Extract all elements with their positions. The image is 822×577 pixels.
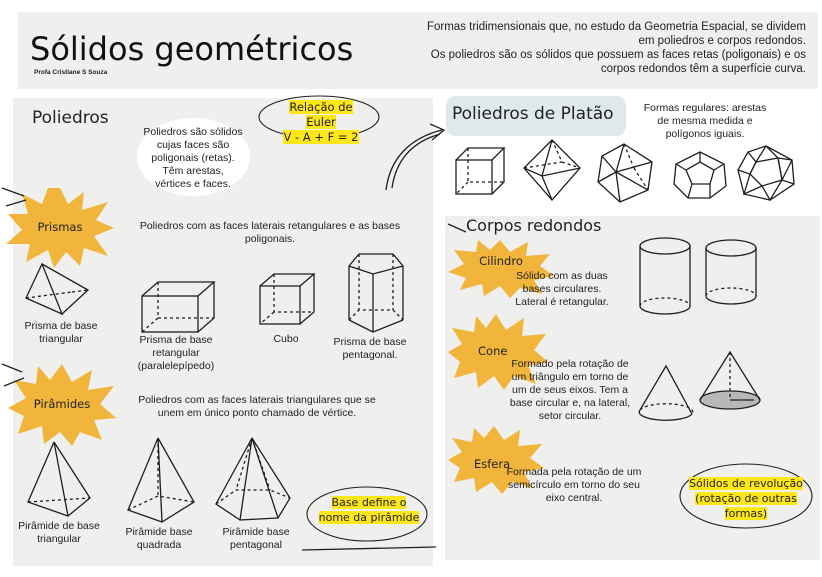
pentagonal-pyramid-figure [212,436,294,526]
prismas-description: Poliedros com as faces laterais retangulares e as bases poligonais. [139,220,401,245]
dodecahedron-figure [670,150,730,200]
poliedros-definition: Poliedros são sólidos cujas faces são poligonais (retas). Têm arestas, vértices e faces. [143,126,243,190]
redondos-heading: Corpos redondos [466,216,602,235]
prismas-label: Prismas [37,220,83,234]
octahedron-figure [520,138,584,202]
esfera-description: Formada pela rotação de um semicírculo em torno do seu eixo central. [506,466,642,504]
piramide-note-text: Base define o nome da pirâmide [318,496,420,524]
cylinder-figure-wide [636,236,694,318]
arrow-decoration [0,184,30,210]
intro-line: Formas tridimensionais que, no estudo da Geometria Espacial, se dividem [426,21,806,33]
piramide-item: Pirâmide base pentagonal [222,526,290,551]
icosahedron-figure-dashed [594,142,656,204]
platao-heading: Poliedros de Platão [452,104,614,124]
rectangular-prism-figure [138,280,218,336]
cylinder-figure [702,238,760,308]
redondos-note-text: Sólidos de revolução (rotação de outras formas) [689,477,803,520]
piramide-note [316,495,422,525]
prisma-item: Prisma de base triangular [24,320,98,345]
euler-title: Relação de Euler [289,100,353,129]
prisma-item: Prisma de base pentagonal. [333,336,407,361]
triangular-pyramid-figure [24,440,94,520]
prisma-item: Cubo [273,333,299,345]
euler-formula: V - A + F = 2 [283,130,359,144]
esfera-label: Esfera [474,457,511,471]
intro-line: Os poliedros são os sólidos que possuem as faces retas (poligonais) e os [430,49,806,61]
cone-figure [636,364,696,428]
icosahedron-figure [736,144,796,202]
pentagonal-prism-figure [345,252,409,336]
page-title: Sólidos geométricos [30,30,354,68]
arrow-decoration [446,218,470,236]
cilindro-label: Cilindro [479,254,523,268]
cone-shaded-figure [696,350,764,414]
intro-line: em poliedros e corpos redondos. [638,35,806,47]
cube-figure [256,272,320,328]
underline-decoration [300,545,440,553]
cilindro-description: Sólido com as duas bases circulares. Lateral é retangular. [515,270,609,308]
cone-label: Cone [478,344,508,358]
poliedros-heading: Poliedros [32,108,109,128]
cone-description: Formado pela rotação de um triângulo em torno de um de seus eixos. Tem a base circular e, na lateral, setor circular. [509,358,631,422]
piramide-item: Pirâmide de base triangular [18,520,100,545]
square-pyramid-figure [124,436,198,526]
prisma-item: Prisma de base retangular (paralelepípedo) [137,334,215,372]
euler-box [274,100,368,145]
platao-description: Formas regulares: arestas de mesma medida e polígonos iguais. [643,102,767,140]
intro-line: corpos redondos têm a superfície curva. [600,63,806,75]
curved-arrow [380,118,450,194]
piramide-item: Pirâmide base quadrada [125,526,193,551]
piramides-description: Poliedros com as faces laterais triangulares que se unem em único ponto chamado de vértice. [138,394,376,419]
piramides-label: Pirâmides [33,397,91,411]
triangular-prism-figure [22,262,94,318]
redondos-note [688,476,804,521]
intro-text [366,20,806,76]
author: Profa Cristiane S Souza [34,69,108,76]
arrow-decoration [0,360,28,390]
hexahedron-figure [452,146,508,198]
